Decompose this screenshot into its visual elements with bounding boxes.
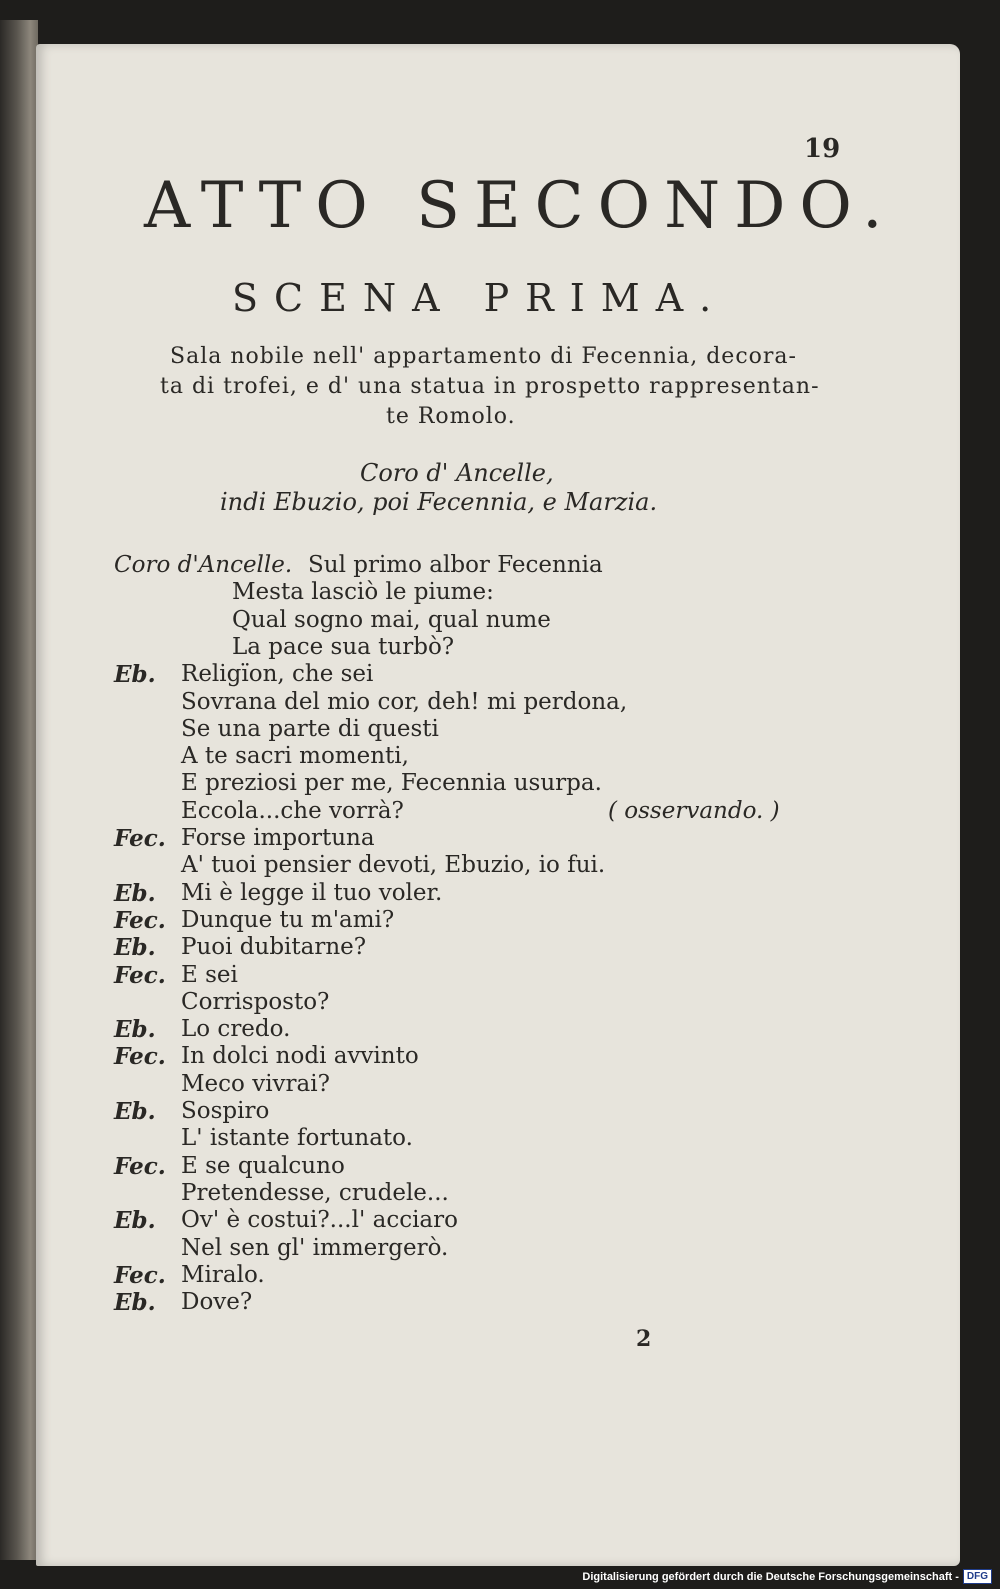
speaker-label: Eb. bbox=[114, 1207, 156, 1235]
dialogue-line: Ov' è costui?...l' acciaro bbox=[181, 1207, 458, 1234]
scene-title: SCENA PRIMA. bbox=[232, 276, 728, 320]
dfg-logo: DFG bbox=[963, 1569, 992, 1584]
dialogue-line: Se una parte di questi bbox=[181, 715, 439, 742]
dialogue-line: A' tuoi pensier devoti, Ebuzio, io fui. bbox=[181, 852, 606, 879]
book-page bbox=[36, 44, 960, 1566]
speaker-label: Eb. bbox=[114, 879, 156, 907]
speaker-label: Fec. bbox=[114, 1043, 166, 1071]
dialogue-line: Religïon, che sei bbox=[181, 661, 374, 688]
dialogue-line: Mesta lasciò le piume: bbox=[232, 579, 494, 606]
speaker-label: Coro d'Ancelle. bbox=[114, 552, 293, 578]
speaker-label: Eb. bbox=[114, 1098, 156, 1125]
setting-line: te Romolo. bbox=[386, 404, 516, 429]
cast-line: Coro d' Ancelle, bbox=[360, 459, 554, 487]
speaker-label: Fec. bbox=[114, 1261, 166, 1289]
speaker-label: Eb. bbox=[114, 661, 156, 689]
stage-direction: ( osservando. ) bbox=[608, 797, 780, 824]
dialogue-line: Dunque tu m'ami? bbox=[181, 906, 395, 933]
dialogue-line: E se qualcuno bbox=[181, 1152, 345, 1179]
dialogue-line: Nel sen gl' immergerò. bbox=[181, 1234, 449, 1261]
dialogue-line: E sei bbox=[181, 961, 238, 988]
dialogue-line: A te sacri momenti, bbox=[181, 743, 409, 770]
dialogue-line: Sul primo albor Fecennia bbox=[308, 552, 603, 578]
speaker-label: Fec. bbox=[114, 961, 166, 989]
speaker-label: Eb. bbox=[114, 934, 156, 962]
dialogue-line: Meco vivrai? bbox=[181, 1070, 330, 1097]
speaker-label: Eb. bbox=[114, 1016, 156, 1044]
dialogue-line: Sovrana del mio cor, deh! mi perdona, bbox=[181, 688, 628, 715]
dialogue-line: Dove? bbox=[181, 1289, 253, 1316]
footer-text: Digitalisierung gefördert durch die Deutsche Forschungsgemeinschaft - bbox=[582, 1570, 959, 1583]
speaker-label: Fec. bbox=[114, 1152, 166, 1180]
dialogue-line: Qual sogno mai, qual nume bbox=[232, 606, 551, 633]
page-number: 19 bbox=[804, 134, 841, 164]
dialogue-line: E preziosi per me, Fecennia usurpa. bbox=[181, 770, 602, 797]
dialogue-line: L' istante fortunato. bbox=[181, 1125, 413, 1152]
speaker-label: Eb. bbox=[114, 1289, 156, 1317]
dialogue-line: Corrisposto? bbox=[181, 988, 330, 1015]
dialogue-line: Puoi dubitarne? bbox=[181, 934, 367, 961]
dialogue-line: In dolci nodi avvinto bbox=[181, 1043, 419, 1070]
speaker-label: Fec. bbox=[114, 906, 166, 934]
dialogue-line: La pace sua turbò? bbox=[232, 633, 455, 660]
setting-line: Sala nobile nell' appartamento di Fecennia, decora- bbox=[170, 344, 797, 369]
signature-mark: 2 bbox=[636, 1326, 652, 1352]
dialogue-line: Forse importuna bbox=[181, 825, 375, 851]
dialogue-line: Mi è legge il tuo voler. bbox=[181, 879, 443, 906]
book-binding-edge bbox=[0, 20, 38, 1560]
dialogue-line: Sospiro bbox=[181, 1098, 270, 1124]
cast-line: indi Ebuzio, poi Fecennia, e Marzia. bbox=[220, 488, 658, 516]
dialogue-line: Lo credo. bbox=[181, 1016, 291, 1043]
dialogue-line: Pretendesse, crudele... bbox=[181, 1179, 449, 1206]
dialogue-line: Miralo. bbox=[181, 1261, 265, 1288]
digitization-footer bbox=[582, 1568, 992, 1585]
setting-line: ta di trofei, e d' una statua in prospetto rappresentan- bbox=[160, 374, 820, 399]
speaker-label: Fec. bbox=[114, 825, 166, 852]
dialogue-line: Eccola...che vorrà? bbox=[181, 797, 404, 824]
act-title: ATTO SECONDO. bbox=[144, 169, 897, 243]
